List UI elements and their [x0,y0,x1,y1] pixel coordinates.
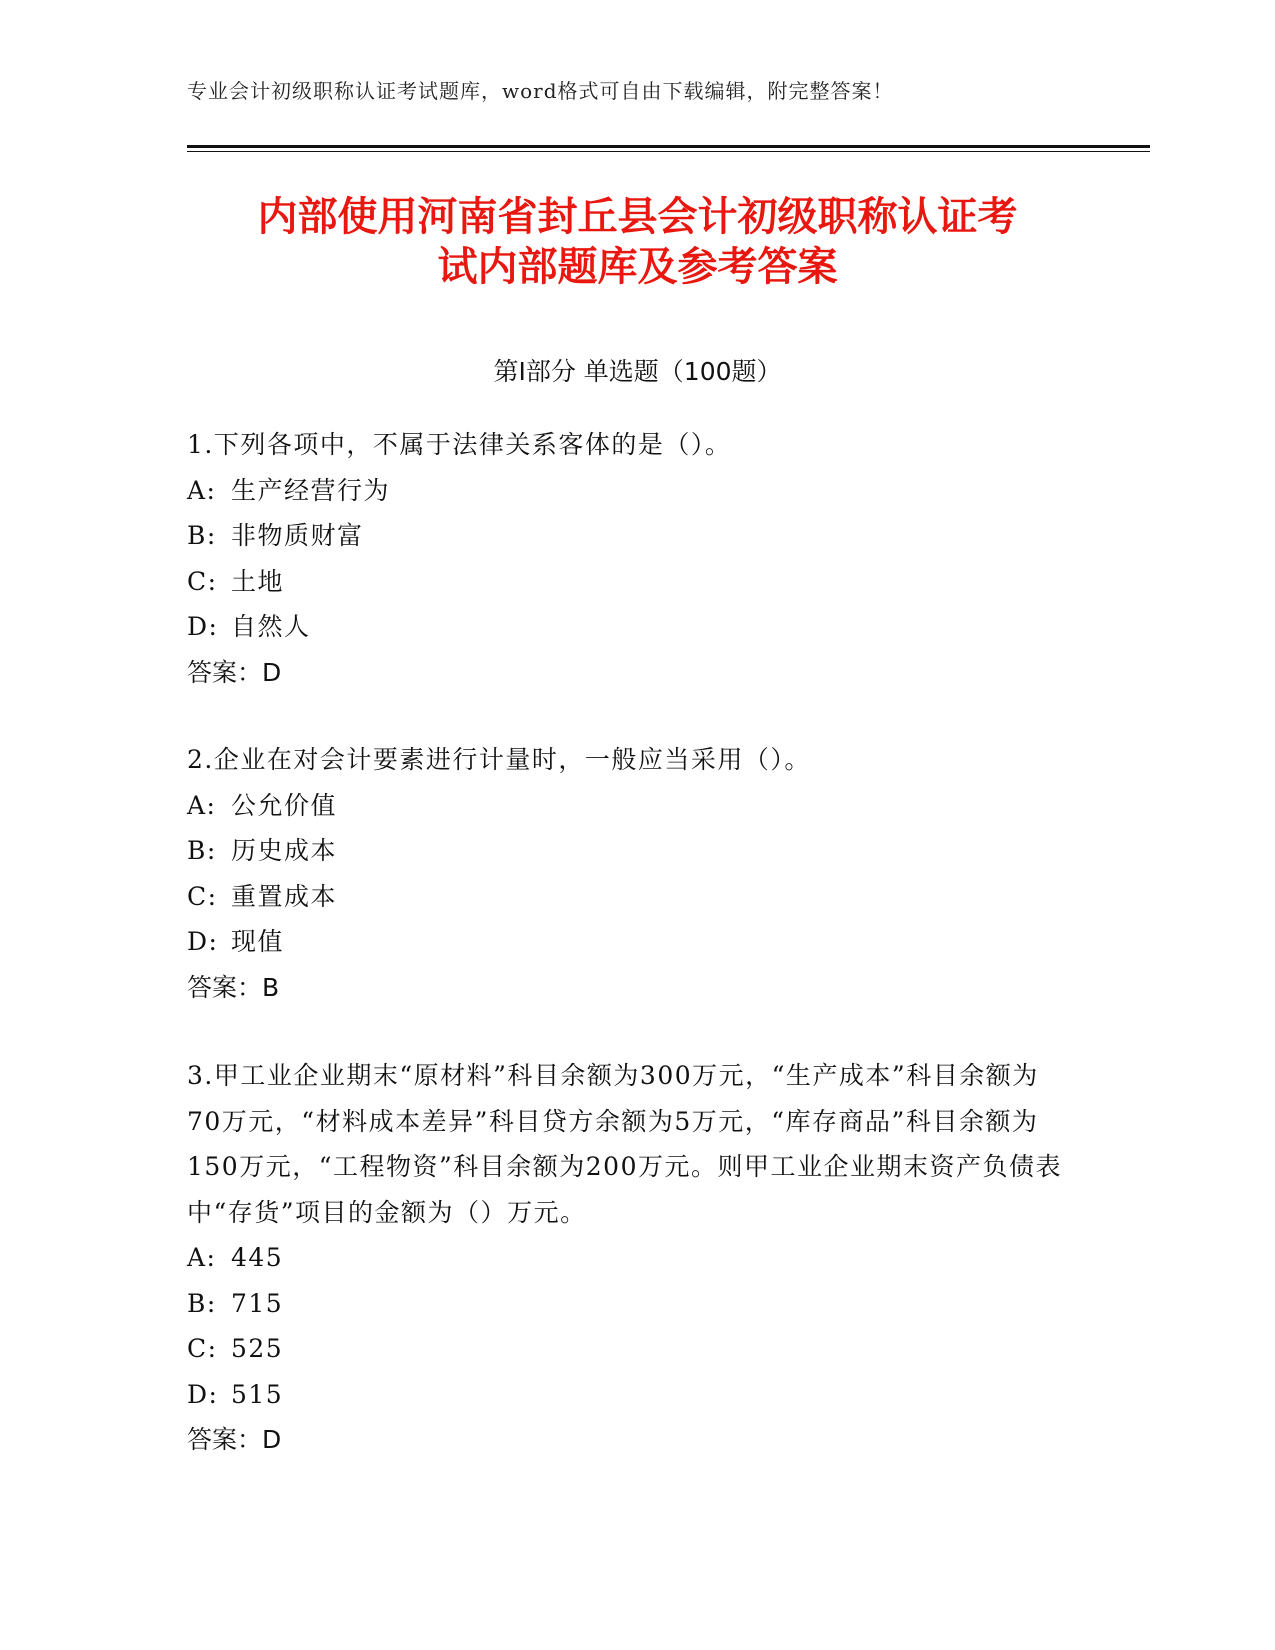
document-title-line-1: 内部使用河南省封丘县会计初级职称认证考 [257,194,1018,240]
header-rule-thin [187,151,1150,152]
option-text: 445 [231,1243,284,1272]
option-letter: C: [187,881,218,911]
option-text: 土地 [231,566,285,596]
option-letter: B: [187,1288,217,1318]
question-1 [187,422,1067,695]
option-text: 515 [231,1379,284,1409]
option-letter: A: [187,1243,217,1272]
document-title-line-2: 试内部题库及参考答案 [437,244,838,290]
option-c [187,874,1067,920]
option-letter: D: [187,612,219,641]
question-2 [187,737,1067,1010]
header-note: 专业会计初级职称认证考试题库，word格式可自由下载编辑，附完整答案！ [187,79,894,103]
option-text: 生产经营行为 [231,475,391,505]
section-title: 第Ⅰ部分 单选题（100题） [493,357,782,386]
question-stem: 2.企业在对会计要素进行计量时，一般应当采用（）。 [187,745,811,774]
option-text: 现值 [231,927,285,956]
option-letter: A: [187,475,217,505]
option-text: 历史成本 [231,836,338,865]
option-letter: C: [187,1334,218,1363]
option-a [187,1235,1067,1281]
option-d [187,919,1067,965]
option-a [187,468,1067,514]
header-rule-thick [187,145,1150,148]
option-text: 公允价值 [231,790,338,820]
option-b [187,1281,1067,1327]
answer: 答案：B [187,972,280,1002]
option-letter: B: [187,521,217,550]
option-text: 715 [231,1288,284,1318]
answer: 答案：D [187,657,282,687]
option-text: 非物质财富 [231,521,364,550]
option-d [187,1372,1067,1418]
option-letter: C: [187,566,218,596]
option-letter: A: [187,790,217,820]
option-text: 自然人 [231,612,311,641]
option-text: 重置成本 [231,881,338,911]
option-b [187,828,1067,874]
answer: 答案：D [187,1425,282,1454]
option-d [187,604,1067,650]
option-b [187,513,1067,559]
question-3 [187,1053,1067,1463]
question-stem: 1.下列各项中，不属于法律关系客体的是（）。 [187,430,732,459]
option-letter: D: [187,927,219,956]
document-title [150,192,1125,292]
option-a [187,783,1067,829]
option-text: 525 [231,1334,284,1363]
option-letter: B: [187,836,217,865]
option-letter: D: [187,1379,219,1409]
question-stem: 3.甲工业企业期末“原材料”科目余额为300万元，“生产成本”科目余额为70万元，“材料成本差异”科目贷方余额为5万元，“库存商品”科目余额为150万元，“工程物资”科目余额为200万元。则甲工业企业期末资产负债表中“存货”项目的金额为（）万元。 [187,1061,1062,1227]
option-c [187,1326,1067,1372]
option-c [187,559,1067,605]
